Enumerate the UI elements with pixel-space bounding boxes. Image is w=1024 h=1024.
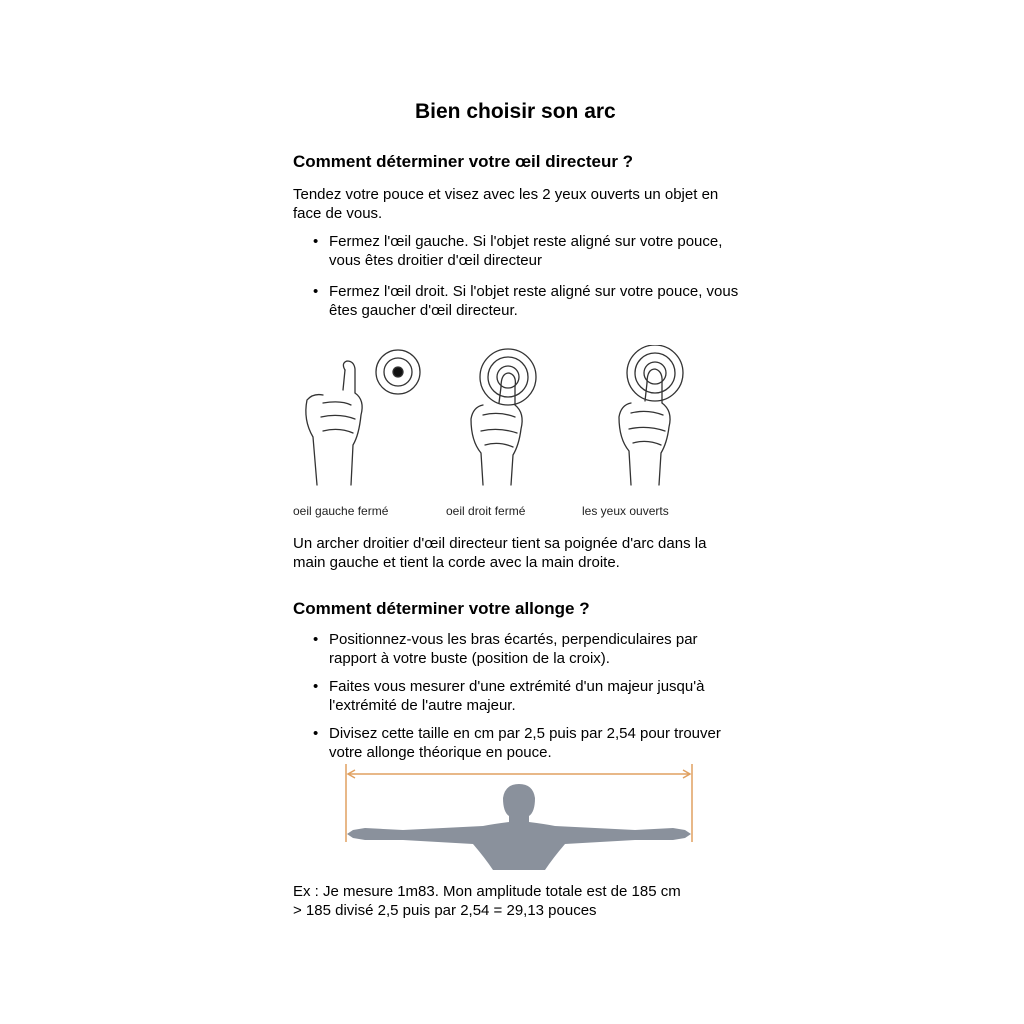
caption-right-eye-closed: oeil droit fermé: [446, 504, 526, 518]
section-heading-dominant-eye: Comment déterminer votre œil directeur ?: [293, 152, 634, 171]
thumb-target-left-eye-closed-icon: [306, 350, 420, 485]
thumb-target-right-eye-closed-icon: [471, 349, 536, 485]
example-line-1: Ex : Je mesure 1m83. Mon amplitude totale est de 185 cm: [293, 883, 681, 900]
thumb-target-both-eyes-open-icon: [619, 345, 683, 485]
dominant-eye-intro: Tendez votre pouce et visez avec les 2 yeux ouverts un objet en face de vous.: [293, 186, 719, 222]
list-item: • Fermez l'œil gauche. Si l'objet reste aligné sur votre pouce, vous êtes droitier d'œil directeur: [329, 232, 739, 270]
caption-left-eye-closed: oeil gauche fermé: [293, 504, 389, 518]
list-item: • Positionnez-vous les bras écartés, perpendiculaires par rapport à votre buste (position de la croix).: [329, 630, 739, 668]
example-line-2: > 185 divisé 2,5 puis par 2,54 = 29,13 pouces: [293, 902, 597, 919]
dominant-eye-illustration: [293, 345, 743, 495]
page-title: Bien choisir son arc: [415, 100, 616, 123]
list-item: • Faites vous mesurer d'une extrémité d'un majeur jusqu'à l'extrémité de l'autre majeur.: [329, 677, 739, 715]
arm-span-silhouette-icon: [343, 762, 695, 870]
section-heading-draw-length: Comment déterminer votre allonge ?: [293, 599, 590, 618]
dominant-eye-conclusion: Un archer droitier d'œil directeur tient sa poignée d'arc dans la main gauche et tient la corde avec la main droite.: [293, 535, 707, 571]
list-item: • Fermez l'œil droit. Si l'objet reste aligné sur votre pouce, vous êtes gaucher d'œil directeur.: [329, 282, 739, 320]
caption-both-eyes-open: les yeux ouverts: [582, 504, 669, 518]
list-item: • Divisez cette taille en cm par 2,5 puis par 2,54 pour trouver votre allonge théorique en pouce.: [329, 724, 739, 762]
